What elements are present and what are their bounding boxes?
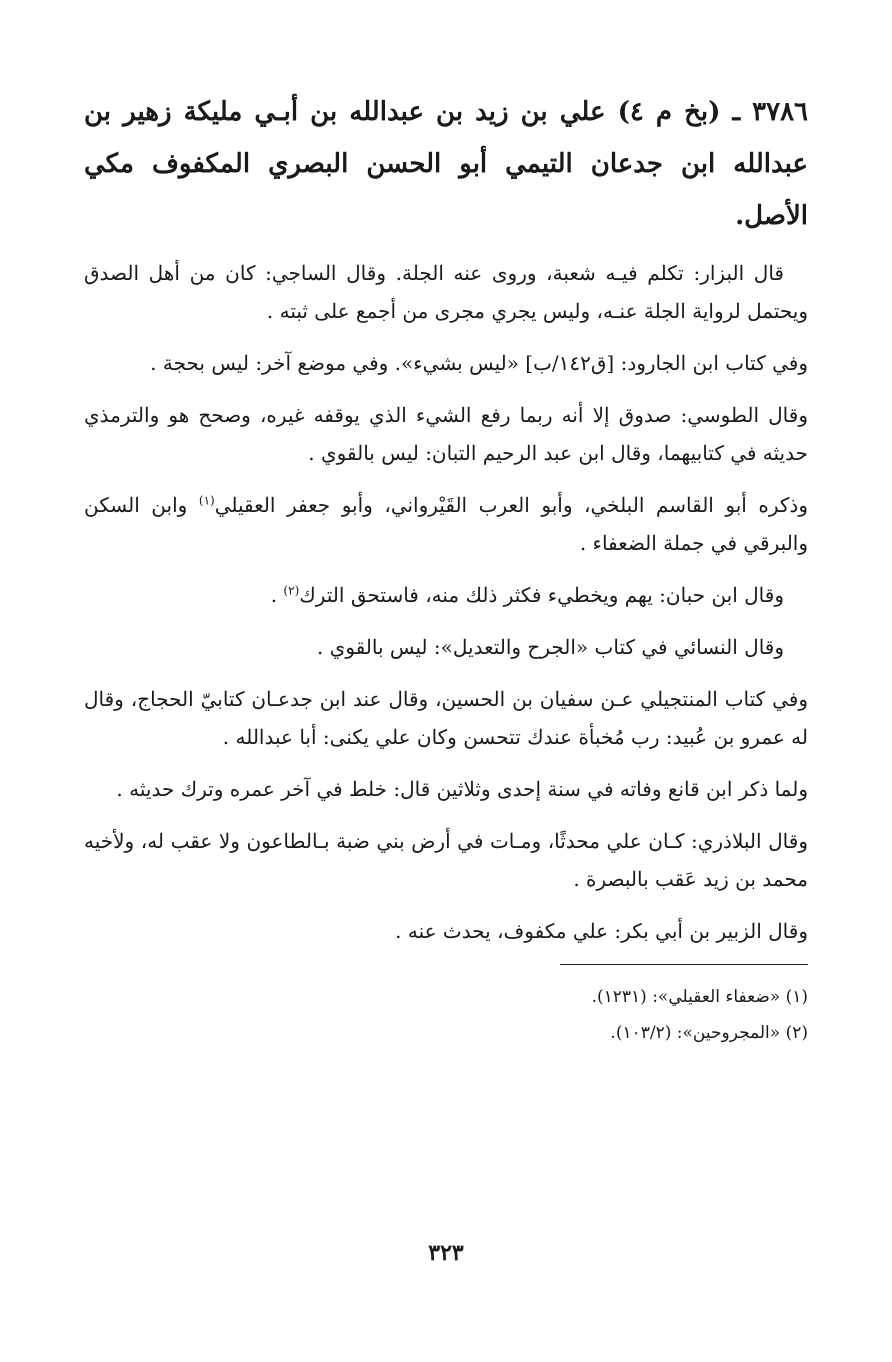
paragraph-qani: ولما ذكر ابن قانع وفاته في سنة إحدى وثلاثين قال: خلط في آخر عمره وترك حديثه .	[116, 777, 808, 801]
paragraph-nasai: وقال النسائي في كتاب «الجرح والتعديل»: ليس بالقوي .	[316, 635, 784, 659]
footnote-1: (١) «ضعفاء العقيلي»: (١٢٣١).	[591, 987, 808, 1007]
footnote-ref-2[interactable]: (٢)	[283, 583, 300, 598]
paragraph-bazzar: قال البزار: تكلم فيـه شعبة، وروى عنه الجلة. وقال الساجي: كان من أهل الصدق ويحتمل لرواية الجلة عنـه، وليس يجري مجرى من أجمع على ثبته .	[84, 261, 808, 323]
footnote-ref-1[interactable]: (١)	[198, 493, 215, 508]
entry-title: ٣٧٨٦ ـ (بخ م ٤) علي بن زيد بن عبدالله بن أبـي مليكة زهير بن عبدالله ابن جدعان التيمي أبو الحسن البصري المكفوف مكي الأصل.	[84, 97, 808, 231]
paragraph-jarud: وفي كتاب ابن الجارود: [ق١٤٢/ب] «ليس بشيء». وفي موضع آخر: ليس بحجة .	[150, 351, 808, 375]
paragraph-hibban	[84, 576, 808, 614]
page-number: ٣٢٣	[428, 1240, 464, 1266]
paragraph-tusi: وقال الطوسي: صدوق إلا أنه ربما رفع الشيء الذي يوقفه غيره، وصحح هو والترمذي حديثه في كتابيهما، وقال ابن عبد الرحيم التبان: ليس بالقوي .	[84, 403, 808, 465]
footnote-divider	[560, 964, 808, 965]
paragraph-balkhi-rest: وابن السكن والبرقي في جملة الضعفاء .	[84, 493, 808, 555]
paragraph-baladhuri: وقال البلاذري: كـان علي محدثًا، ومـات في أرض بني ضبة بـالطاعون ولا عقب له، ولأخيه محمد بن زيد عَقب بالبصرة .	[84, 829, 808, 891]
paragraph-hibban-text: وقال ابن حبان: يهم ويخطيء فكثر ذلك منه، فاستحق الترك	[299, 583, 784, 607]
page-body	[84, 86, 808, 1051]
paragraph-muntajili: وفي كتاب المنتجيلي عـن سفيان بن الحسين، وقال عند ابن جدعـان كتابيّ الحجاج، وقال له عمرو بن عُبيد: رب مُخبأة عندك تتحسن وكان علي يكنى: أبا عبدالله .	[84, 687, 808, 749]
paragraph-zubayr: وقال الزبير بن أبي بكر: علي مكفوف، يحدث عنه .	[395, 919, 808, 943]
paragraph-balkhi-text: وذكره أبو القاسم البلخي، وأبو العرب القَيْرواني، وأبو جعفر العقيلي	[214, 493, 808, 517]
paragraph-balkhi	[84, 486, 808, 562]
footnote-2: (٢) «المجروحين»: (١٠٣/٢).	[610, 1023, 808, 1043]
paragraph-hibban-rest: .	[270, 583, 284, 607]
